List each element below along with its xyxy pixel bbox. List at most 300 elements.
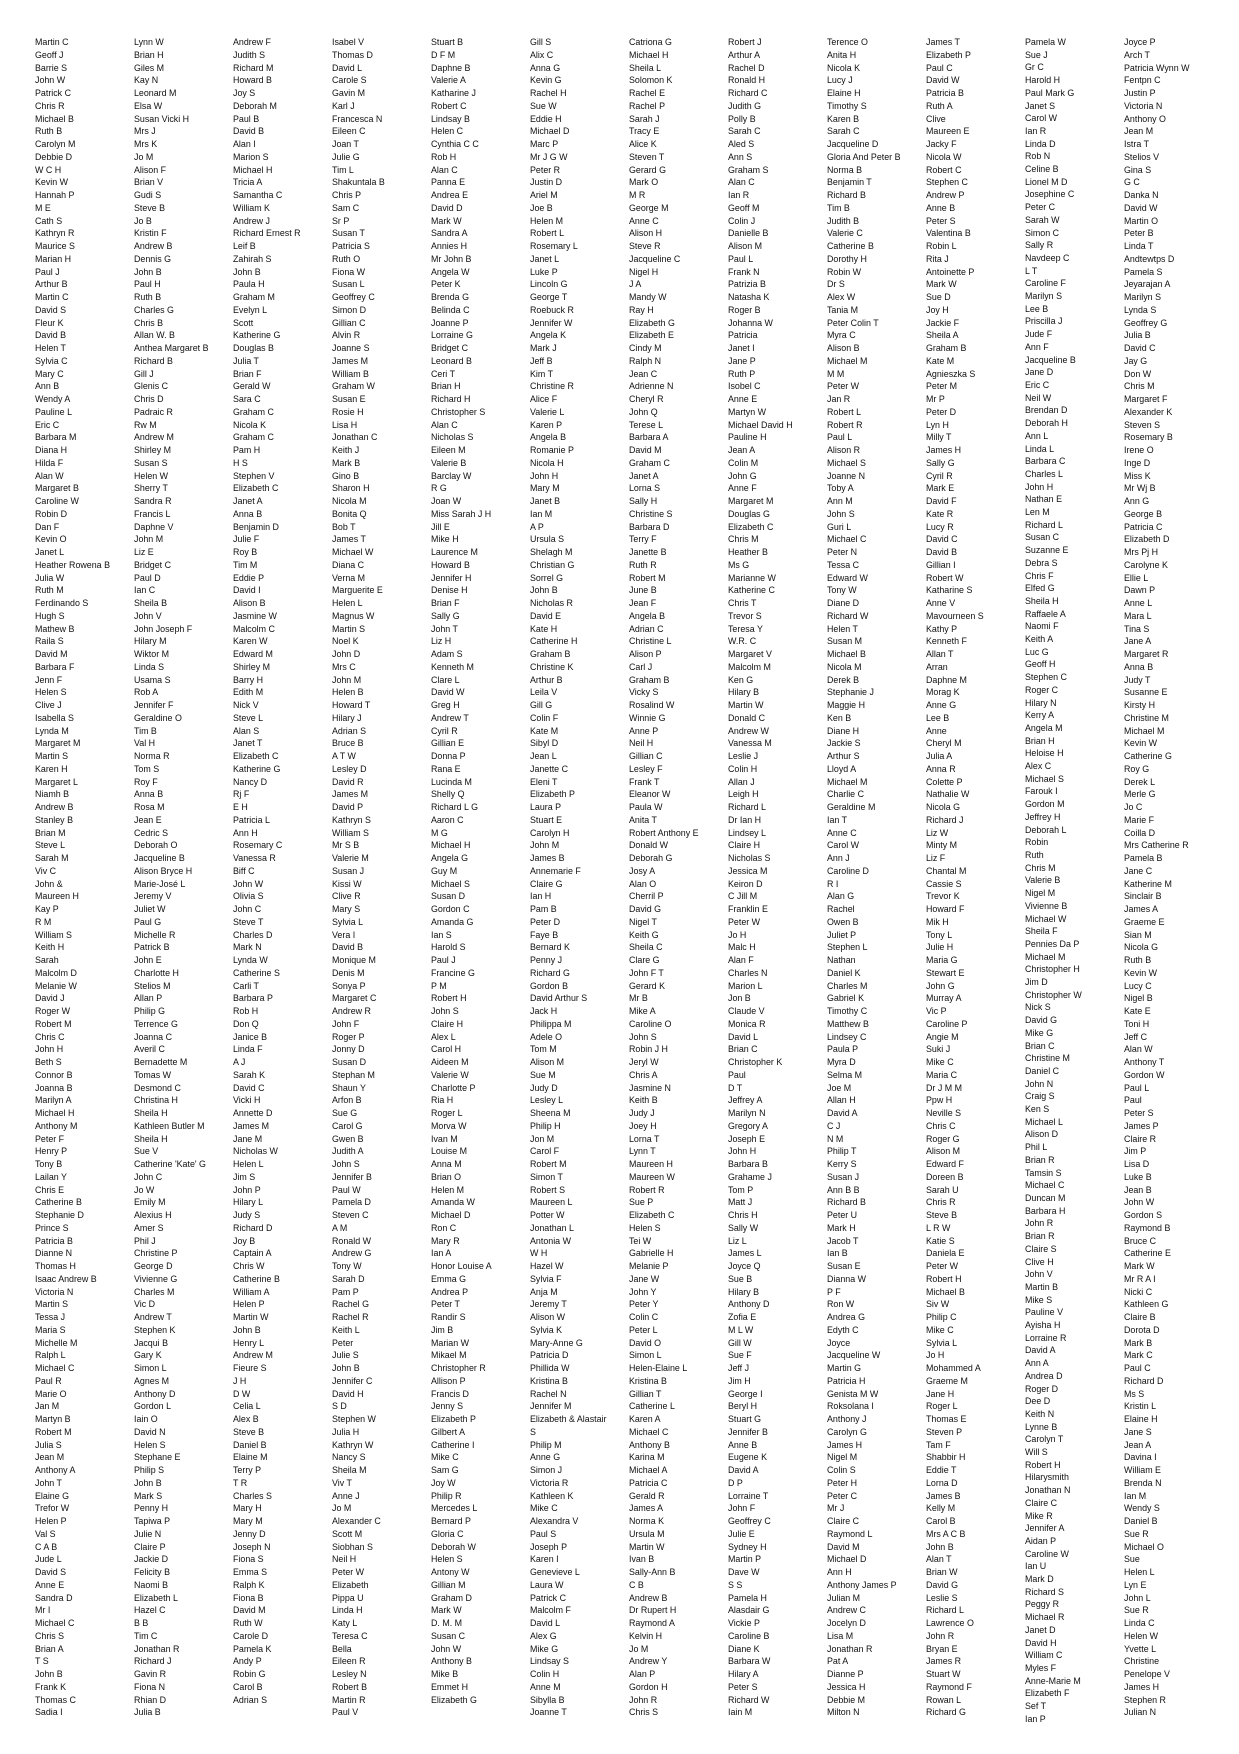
- name-entry: Gillian M: [431, 1579, 466, 1590]
- name-entry: Kate H: [530, 623, 558, 634]
- name-entry: Gloria And Peter B: [827, 151, 901, 162]
- name-entry: Robin D: [35, 508, 68, 519]
- name-entry: Adele O: [530, 1031, 563, 1042]
- name-entry: D. M. M: [431, 1618, 463, 1628]
- name-entry: Selma M: [827, 1069, 863, 1080]
- name-entry: Anne C: [629, 215, 659, 226]
- name-entry: Sally G: [926, 457, 955, 468]
- name-entry: Mandy W: [629, 292, 667, 302]
- name-entry: Mik H: [926, 916, 949, 927]
- name-entry: Geoff H: [1025, 659, 1056, 670]
- name-entry: Kathryn S: [332, 814, 371, 825]
- name-entry: Catherine E: [1124, 1248, 1171, 1259]
- name-entry: David W: [926, 75, 960, 86]
- name-entry: Benjamin T: [827, 177, 872, 188]
- name-entry: Robin W: [827, 266, 862, 277]
- name-entry: Christopher S: [431, 406, 486, 417]
- name-entry: Nicola K: [827, 62, 861, 73]
- name-entry: Sarah: [35, 955, 59, 965]
- name-entry: Brian C: [1025, 1040, 1055, 1051]
- name-entry: Michael D: [827, 1554, 867, 1565]
- name-entry: Geoffrey C: [728, 1516, 771, 1526]
- name-entry: Andrew J: [233, 215, 270, 226]
- name-entry: Anne P: [629, 725, 659, 736]
- name-entry: Sheila H: [1025, 595, 1059, 606]
- name-entry: Julie G: [332, 151, 360, 162]
- name-entry: Len M: [1025, 507, 1050, 518]
- name-entry: Pauline L: [35, 406, 73, 417]
- name-entry: Maureen E: [926, 126, 970, 137]
- name-entry: Elfed G: [1025, 583, 1055, 594]
- name-entry: Lindsay B: [431, 113, 470, 124]
- name-entry: Chris H: [728, 1210, 758, 1220]
- name-entry: Matthew B: [827, 1018, 869, 1029]
- name-entry: Colette P: [926, 776, 963, 787]
- name-entry: Debbie D: [35, 151, 72, 162]
- name-entry: Nancy S: [332, 1452, 366, 1463]
- name-entry: Alex W: [827, 292, 856, 302]
- name-entry: Sian M: [1124, 929, 1152, 940]
- name-entry: Gregory A: [728, 1120, 768, 1131]
- name-entry: Claire C: [1025, 1497, 1058, 1508]
- name-entry: Andtewtps D: [1124, 253, 1175, 264]
- name-entry: Martin W: [233, 1312, 269, 1322]
- name-entry: John Joseph F: [134, 623, 193, 634]
- name-entry: Frank K: [35, 1681, 67, 1692]
- name-entry: Jocelyn D: [827, 1618, 866, 1628]
- name-entry: Johanna W: [728, 317, 773, 328]
- name-entry: Ann A: [1025, 1358, 1049, 1369]
- name-entry: Liz W: [926, 827, 949, 838]
- name-entry: Lisa M: [827, 1630, 854, 1641]
- name-entry: Michael L: [1025, 1116, 1063, 1127]
- name-entry: Paul H: [134, 279, 161, 290]
- name-entry: Kevin W: [35, 177, 69, 188]
- name-entry: Ursula S: [530, 534, 565, 545]
- name-entry: Edith M: [233, 687, 264, 698]
- name-entry: Margaret B: [35, 483, 79, 494]
- name-entry: Alan I: [233, 139, 256, 149]
- name-entry: Rob A: [134, 687, 159, 698]
- name-entry: Thomas C: [35, 1694, 76, 1705]
- name-entry: Steven T: [629, 151, 665, 162]
- name-entry: Justin P: [1124, 88, 1156, 98]
- name-entry: Tina S: [1124, 623, 1150, 634]
- name-entry: Jacqui B: [134, 1337, 169, 1348]
- name-entry: Hugh S: [35, 610, 65, 621]
- name-entry: Stanley B: [35, 814, 73, 825]
- name-entry: Frank T: [629, 776, 660, 787]
- name-entry: Nigel T: [629, 916, 657, 927]
- name-entry: Paul J: [35, 266, 60, 277]
- name-entry: Joan T: [332, 139, 359, 149]
- name-entry: Angela B: [629, 610, 666, 621]
- name-entry: Jackie F: [926, 317, 960, 328]
- name-entry: Philip G: [134, 1006, 166, 1016]
- name-entry: Robert Anthony E: [629, 827, 699, 838]
- name-entry: Jeff C: [1124, 1031, 1148, 1042]
- name-entry: Elsa W: [134, 100, 163, 111]
- name-column-2: [134, 36, 233, 1726]
- name-entry: John C: [233, 904, 262, 914]
- name-entry: Timothy S: [827, 100, 867, 111]
- name-entry: Margaret F: [1124, 394, 1168, 404]
- name-entry: Amanda G: [431, 916, 474, 927]
- name-entry: David D: [431, 202, 463, 213]
- name-entry: Elizabeth: [332, 1579, 369, 1590]
- name-entry: Anna B: [1124, 661, 1154, 672]
- name-entry: Helen L: [1124, 1567, 1155, 1577]
- name-entry: George I: [728, 1388, 763, 1399]
- name-entry: Jane C: [1124, 865, 1153, 876]
- name-entry: David B: [926, 547, 958, 557]
- name-entry: Keiron D: [728, 878, 763, 889]
- name-entry: Diane D: [827, 598, 860, 608]
- name-entry: Peter S: [1124, 1108, 1154, 1118]
- name-entry: Christopher H: [1025, 964, 1080, 975]
- name-entry: John M: [530, 840, 560, 851]
- name-entry: Charles L: [1025, 468, 1063, 479]
- name-entry: Philip S: [134, 1465, 165, 1475]
- name-entry: Ruth B: [1124, 955, 1152, 965]
- name-entry: Beryl H: [728, 1401, 758, 1412]
- name-entry: Peter Colin T: [827, 317, 879, 328]
- name-entry: Valerie B: [1025, 875, 1061, 886]
- name-entry: Sarah M: [35, 853, 69, 863]
- name-entry: Hilary J: [332, 712, 362, 723]
- name-entry: Catherine 'Kate' G: [134, 1159, 206, 1169]
- name-entry: Joy B: [233, 1235, 256, 1246]
- name-entry: Mavourneen S: [926, 610, 984, 621]
- name-entry: Derek B: [827, 674, 860, 685]
- name-entry: Martin B: [1025, 1281, 1059, 1292]
- name-entry: Susan T: [332, 228, 365, 239]
- name-entry: Emmet H: [431, 1681, 468, 1692]
- name-entry: Mark W: [431, 1605, 462, 1616]
- name-entry: Kerry A: [1025, 710, 1055, 721]
- name-entry: Ian B: [827, 1248, 848, 1259]
- name-entry: Stephanie D: [35, 1210, 84, 1220]
- name-entry: Niamh B: [35, 789, 70, 800]
- name-entry: Robert H: [1025, 1459, 1061, 1470]
- name-entry: Sherry T: [134, 483, 168, 494]
- name-entry: Ian U: [1025, 1561, 1047, 1572]
- name-entry: Anne M: [530, 1681, 561, 1692]
- name-entry: Angie M: [926, 1031, 959, 1042]
- name-entry: Mark C: [1124, 1350, 1153, 1361]
- name-entry: Clare L: [431, 674, 460, 685]
- name-entry: Keith N: [1025, 1408, 1055, 1419]
- name-entry: Daphne M: [926, 674, 967, 685]
- name-entry: Steven P: [926, 1426, 963, 1437]
- name-entry: Linda T: [1124, 241, 1154, 251]
- name-entry: Keith L: [332, 1324, 360, 1335]
- name-entry: Leslie J: [728, 751, 759, 761]
- name-entry: Judith A: [332, 1146, 364, 1157]
- name-entry: Michael M: [827, 776, 868, 787]
- name-entry: Gerald W: [233, 381, 271, 392]
- name-entry: B B: [134, 1618, 149, 1628]
- name-entry: Helen W: [134, 470, 169, 481]
- name-entry: Mary H: [233, 1503, 262, 1514]
- name-entry: Sue D: [926, 292, 951, 302]
- name-entry: Robert M: [35, 1018, 72, 1029]
- name-entry: Helen P: [233, 1299, 265, 1310]
- name-entry: Paul R: [35, 1375, 62, 1386]
- name-entry: Paul C: [926, 62, 953, 73]
- name-entry: Anne V: [926, 598, 956, 608]
- name-entry: Liz F: [926, 853, 946, 863]
- name-entry: Mathew B: [35, 623, 75, 634]
- name-entry: Pat A: [827, 1656, 849, 1667]
- name-entry: Raymond B: [1124, 1222, 1171, 1233]
- name-entry: Graeme E: [1124, 916, 1165, 927]
- name-entry: Sam C: [332, 202, 360, 213]
- name-entry: Helen S: [134, 1439, 166, 1450]
- name-entry: Elizabeth E: [629, 330, 674, 341]
- name-entry: Joe B: [530, 202, 553, 213]
- name-entry: David O: [629, 1337, 662, 1348]
- name-entry: Elaine G: [35, 1490, 70, 1501]
- name-entry: Ria H: [431, 1095, 454, 1106]
- name-entry: Lynda M: [35, 725, 69, 736]
- name-entry: S S: [728, 1579, 743, 1590]
- name-entry: Kate M: [530, 725, 559, 736]
- name-entry: David W: [1124, 202, 1158, 213]
- name-entry: Mark W: [1124, 1261, 1155, 1271]
- name-entry: Alan O: [629, 878, 657, 889]
- name-entry: Jane S: [1124, 1426, 1152, 1437]
- name-entry: Nicholas W: [233, 1146, 278, 1157]
- name-entry: Tony B: [35, 1159, 63, 1169]
- name-entry: T S: [35, 1656, 49, 1667]
- name-entry: John H: [728, 1146, 757, 1157]
- name-entry: Gerard K: [629, 980, 666, 991]
- name-entry: David S: [35, 304, 67, 315]
- name-entry: Francis D: [431, 1388, 469, 1399]
- name-entry: Sarah W: [1025, 214, 1060, 225]
- name-entry: Mary M: [233, 1516, 263, 1526]
- name-entry: Caroline W: [1025, 1548, 1069, 1559]
- name-entry: Robert M: [530, 1159, 567, 1169]
- name-entry: Mark E: [926, 483, 955, 494]
- name-entry: Helen P: [35, 1516, 67, 1526]
- name-entry: Alexandra V: [530, 1516, 579, 1526]
- name-entry: Alvin R: [332, 330, 361, 341]
- name-entry: Rob H: [233, 1006, 259, 1016]
- name-entry: Alison Bryce H: [134, 865, 193, 876]
- name-entry: Tei W: [629, 1235, 652, 1246]
- name-entry: Simon J: [530, 1465, 563, 1475]
- name-entry: Nicola G: [926, 802, 961, 812]
- name-entry: Peter B: [1124, 228, 1154, 239]
- name-entry: Roger L: [431, 1108, 463, 1118]
- name-entry: Belinda C: [431, 304, 470, 315]
- name-entry: Stephane E: [134, 1452, 181, 1463]
- name-entry: Alex L: [431, 1031, 456, 1042]
- name-entry: Sara C: [233, 394, 261, 404]
- name-entry: Mark N: [233, 942, 262, 953]
- name-entry: David R: [332, 776, 364, 787]
- name-entry: Jim H: [728, 1375, 751, 1386]
- name-entry: Jude F: [1025, 329, 1053, 340]
- name-entry: Debbie M: [827, 1694, 865, 1705]
- name-entry: Colin S: [827, 1465, 856, 1475]
- name-entry: Jeffrey A: [728, 1095, 763, 1106]
- name-entry: Andrea E: [431, 190, 469, 200]
- name-entry: Jean F: [629, 598, 657, 608]
- name-entry: Peter W: [728, 916, 761, 927]
- name-entry: Natasha K: [728, 292, 770, 302]
- name-entry: Cynthia C C: [431, 139, 479, 149]
- name-entry: Jo H: [728, 929, 747, 940]
- name-entry: Michael H: [431, 840, 471, 851]
- name-entry: Gillian T: [629, 1388, 662, 1399]
- name-entry: James M: [332, 789, 368, 800]
- name-entry: Peter W: [926, 1261, 959, 1271]
- name-entry: Iain O: [134, 1414, 158, 1424]
- name-entry: Stewart E: [926, 967, 965, 978]
- name-entry: Robin G: [233, 1669, 266, 1679]
- name-entry: Alison M: [728, 241, 763, 251]
- name-entry: Aidan P: [1025, 1535, 1057, 1546]
- name-entry: Janet L: [35, 547, 65, 557]
- name-entry: Richard B: [134, 355, 173, 366]
- name-entry: Kay P: [35, 904, 59, 914]
- name-entry: Jo M: [332, 1503, 352, 1514]
- name-entry: Elizabeth P: [926, 49, 971, 60]
- name-entry: Eddie T: [926, 1465, 957, 1475]
- name-entry: Jackie S: [827, 738, 861, 749]
- name-entry: Rosemary C: [233, 840, 283, 851]
- name-entry: David G: [926, 1579, 959, 1590]
- name-entry: Richard Ernest R: [233, 228, 301, 239]
- name-entry: Anja M: [530, 1286, 558, 1297]
- name-entry: Peter W: [332, 1567, 365, 1577]
- name-entry: Stephen L: [827, 942, 868, 953]
- name-entry: Sheena M: [530, 1108, 571, 1118]
- name-entry: Colin F: [530, 712, 559, 723]
- name-entry: Guri L: [827, 521, 852, 532]
- name-entry: Vanessa M: [728, 738, 772, 749]
- name-entry: Sandra D: [35, 1592, 73, 1603]
- name-entry: Peter S: [728, 1681, 758, 1692]
- name-entry: Lucy J: [827, 75, 853, 86]
- name-entry: Jasmine W: [233, 610, 277, 621]
- name-entry: Chris S: [629, 1707, 659, 1718]
- name-entry: Graham B: [530, 649, 571, 659]
- name-entry: Valerie M: [332, 853, 369, 863]
- name-entry: Simon L: [629, 1350, 662, 1361]
- name-entry: Rosemary B: [1124, 432, 1173, 443]
- name-entry: Linda H: [332, 1605, 363, 1616]
- name-entry: James A: [1124, 904, 1159, 914]
- name-entry: Carol G: [332, 1120, 363, 1131]
- name-entry: Elaine M: [233, 1452, 268, 1463]
- name-entry: Helen L: [332, 598, 363, 608]
- name-entry: James B: [530, 853, 565, 863]
- name-entry: Kathryn W: [332, 1439, 374, 1450]
- name-entry: James T: [926, 37, 960, 47]
- name-entry: David B: [332, 942, 364, 953]
- name-entry: Penelope V: [1124, 1669, 1170, 1679]
- name-entry: Edward M: [233, 649, 273, 659]
- name-entry: Geoff J: [35, 49, 64, 60]
- name-entry: Richard M: [233, 62, 274, 73]
- name-entry: Vic P: [926, 1006, 947, 1016]
- name-entry: Magnus W: [332, 610, 375, 621]
- name-entry: Patrizia B: [728, 279, 766, 290]
- name-entry: Christine: [1124, 1656, 1160, 1667]
- name-entry: Karen B: [827, 113, 860, 124]
- name-entry: Jo M: [134, 151, 154, 162]
- name-entry: Liz H: [431, 636, 452, 647]
- name-entry: Wiktor M: [134, 649, 170, 659]
- name-entry: Milly T: [926, 432, 952, 443]
- name-entry: Dave W: [728, 1567, 760, 1577]
- name-entry: Mike H: [431, 534, 459, 545]
- name-entry: Timothy C: [827, 1006, 868, 1016]
- name-entry: Jon M: [530, 1133, 555, 1144]
- name-entry: Janet L: [530, 253, 560, 264]
- name-entry: Alison D: [1025, 1129, 1059, 1140]
- name-entry: Danielle B: [728, 228, 769, 239]
- name-entry: Alison M: [530, 1057, 565, 1067]
- name-entry: Gudi S: [134, 190, 162, 200]
- name-entry: Ursula M: [629, 1528, 665, 1539]
- name-entry: Hilary A: [728, 1669, 759, 1679]
- name-entry: Alan C: [431, 164, 458, 175]
- name-entry: Patricia H: [827, 1375, 866, 1386]
- name-entry: Paul L: [728, 253, 754, 264]
- name-entry: Angela W: [431, 266, 470, 277]
- name-entry: Terence O: [827, 37, 868, 47]
- name-entry: Alix C: [530, 49, 554, 60]
- name-entry: Graham M: [233, 292, 275, 302]
- name-entry: Ann H: [233, 827, 258, 838]
- name-entry: Jacqueline C: [629, 253, 681, 264]
- name-entry: Marie F: [1124, 814, 1155, 825]
- name-entry: David S: [35, 1567, 67, 1577]
- name-entry: Jacqueline B: [1025, 354, 1076, 365]
- name-entry: Irene O: [1124, 445, 1154, 455]
- name-entry: Roy B: [233, 547, 258, 557]
- name-entry: Michael S: [827, 457, 866, 468]
- name-entry: Kate E: [1124, 1006, 1151, 1016]
- name-entry: Faye B: [530, 929, 559, 940]
- name-entry: Mary-Anne G: [530, 1337, 583, 1348]
- name-entry: Roger P: [332, 1031, 365, 1042]
- name-entry: Jonathan R: [827, 1643, 873, 1654]
- name-entry: Anthony O: [1124, 113, 1166, 124]
- name-entry: Leonard B: [431, 355, 472, 366]
- name-entry: A J: [233, 1057, 246, 1067]
- name-entry: Vanessa R: [233, 853, 276, 863]
- name-entry: Brenda G: [431, 292, 469, 302]
- name-entry: Susan E: [332, 394, 366, 404]
- name-entry: Sibylla B: [530, 1694, 565, 1705]
- name-entry: Miss K: [1124, 470, 1151, 481]
- name-entry: Hilarysmith: [1025, 1472, 1069, 1483]
- name-entry: Terese L: [629, 419, 664, 430]
- name-entry: Judith S: [233, 49, 266, 60]
- name-entry: Penny J: [530, 955, 563, 965]
- name-entry: Carolyn H: [530, 827, 570, 838]
- name-entry: Malc H: [728, 942, 756, 953]
- name-entry: Claire S: [1025, 1243, 1057, 1254]
- name-entry: Matt J: [728, 1197, 753, 1208]
- name-entry: Debra S: [1025, 557, 1058, 568]
